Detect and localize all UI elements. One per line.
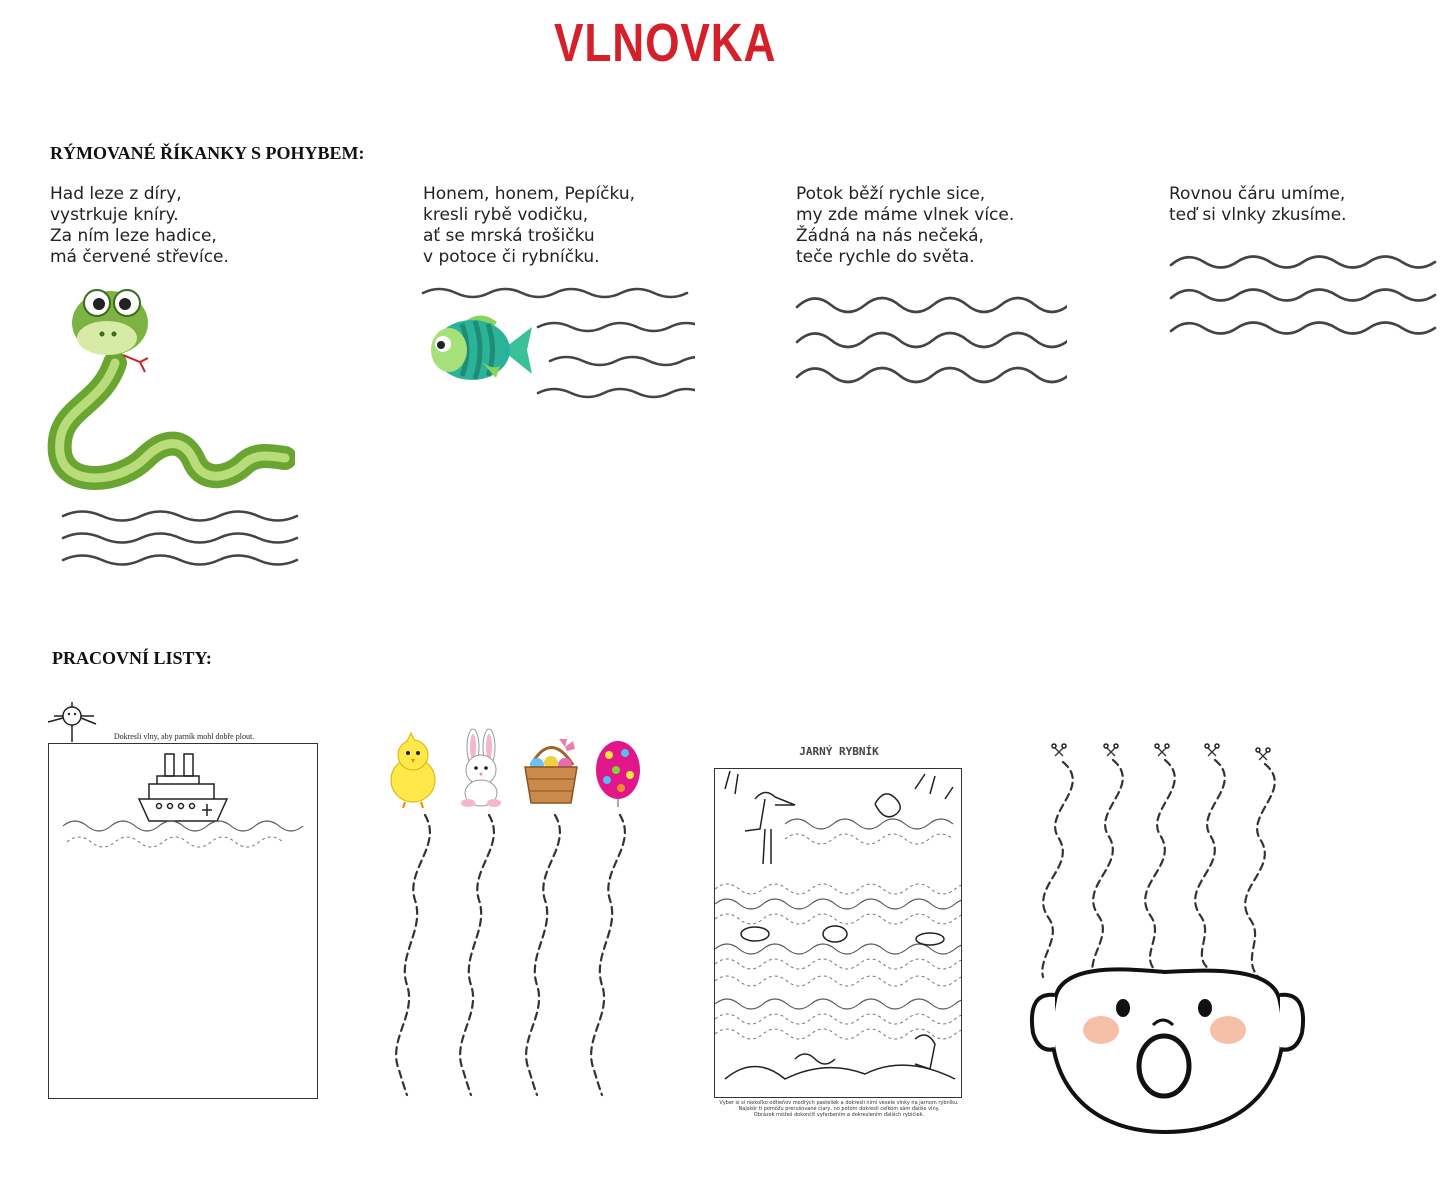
poem-line: kresli rybě vodičku, bbox=[423, 205, 589, 225]
poem-line: vystrkuje kníry. bbox=[50, 205, 179, 225]
poem-line: Potok běží rychle sice, bbox=[796, 184, 986, 204]
poem-stream bbox=[796, 184, 1014, 268]
page-title: VLNOVKA bbox=[554, 13, 777, 73]
easter-egg-icon bbox=[596, 741, 640, 807]
poem-fish bbox=[423, 184, 635, 268]
scissors-icon bbox=[1052, 744, 1270, 760]
worksheet-pond bbox=[714, 768, 962, 1118]
poem-line: má červené střevíce. bbox=[50, 247, 229, 267]
caption-line: Vyber si si niekoľko odtieňov modrých pasteliek a dokresli nimi vesele vlnky na jarnom rybníku. bbox=[719, 1100, 959, 1106]
worksheet3-title: JARNÝ RYBNÍK bbox=[799, 745, 879, 758]
simple-waves bbox=[1166, 240, 1441, 345]
stream-waves bbox=[792, 285, 1067, 385]
poem-line: v potoce či rybníčku. bbox=[423, 247, 600, 267]
poem-line: teď si vlnky zkusíme. bbox=[1169, 205, 1347, 225]
caption-line: Najskôr ti pomôžu prerušované čiary, no potom dokresli celkom sám ďalšie vlny. bbox=[738, 1106, 940, 1112]
worksheet1-caption: Dokresli vlny, aby parník mohl dobře plout. bbox=[113, 732, 255, 741]
worksheet-easter-trace bbox=[385, 725, 650, 1110]
pond-waves bbox=[715, 819, 961, 1039]
rhymes-heading: RÝMOVANÉ ŘÍKANKY S POHYBEM: bbox=[50, 143, 365, 163]
steamboat-drawing bbox=[49, 744, 319, 864]
face-icon bbox=[1032, 969, 1303, 1132]
worksheet-steamboat bbox=[48, 743, 318, 1099]
poem-line: Honem, honem, Pepíčku, bbox=[423, 184, 636, 204]
caption-line: Obrázok môžeš dokončiť vyfarbením a dokreslením ďalších rybičiek. bbox=[753, 1112, 925, 1118]
poem-line: my zde máme vlnek více. bbox=[796, 205, 1015, 225]
bunny-icon bbox=[461, 729, 501, 807]
poem-line: ať se mrská trošičku bbox=[423, 226, 595, 246]
poem-line: Za ním leze hadice, bbox=[50, 226, 217, 246]
poem-line: teče rychle do světa. bbox=[796, 247, 975, 267]
snake-waves bbox=[60, 500, 300, 570]
worksheet-face-hair bbox=[1025, 740, 1315, 1135]
poem-snake bbox=[50, 184, 229, 268]
poem-line: Žádná na nás nečeká, bbox=[796, 226, 984, 246]
fish-illustration bbox=[427, 312, 537, 388]
easter-basket-icon bbox=[525, 739, 577, 803]
snake-illustration bbox=[45, 288, 295, 493]
pond-drawing bbox=[715, 769, 961, 1097]
worksheets-heading: PRACOVNÍ LISTY: bbox=[52, 648, 212, 668]
poem-line: Had leze z díry, bbox=[50, 184, 182, 204]
worksheet3-caption bbox=[715, 1100, 963, 1118]
poem-waves bbox=[1169, 184, 1347, 226]
chick-icon bbox=[391, 733, 435, 808]
poem-line: Rovnou čáru umíme, bbox=[1169, 184, 1346, 204]
